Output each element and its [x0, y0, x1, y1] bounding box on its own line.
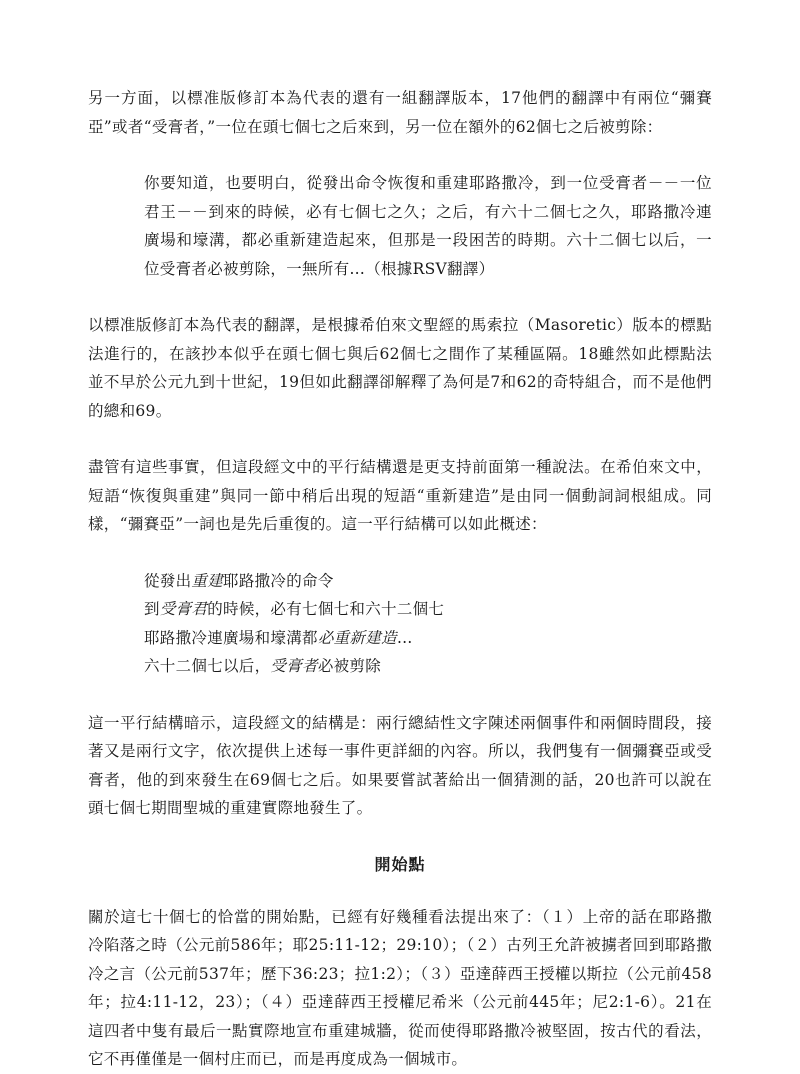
line-4-emphasis: 受膏者 [270, 657, 318, 675]
line-3-text-end: … [396, 628, 413, 647]
parallel-line-1 [144, 567, 712, 596]
line-2-emphasis: 受膏君 [159, 600, 208, 618]
line-1-text: 從發出 [144, 571, 192, 590]
parallel-structure [144, 567, 712, 681]
line-1-emphasis: 重建 [191, 571, 224, 590]
line-2-text-end: 的時候，必有七個七和六十二個七 [207, 600, 445, 618]
section-heading: 開始點 [374, 854, 426, 874]
parallel-line-4 [144, 652, 712, 681]
parallel-line-3 [144, 624, 712, 653]
line-4-text: 六十二個七以后， [144, 657, 271, 675]
parallel-line-2 [144, 595, 712, 624]
paragraph-3: 盡管有這些事實，但這段經文中的平行結構還是更支持前面第一種說法。在希伯來文中，短語“恢復與重建”與同一節中稍后出現的短語“重新建造”是由同一個動詞詞根組成。同樣，“彌賽亞”一詞也是先后重復的。這一平行結構可以如此概述： [88, 458, 712, 533]
paragraph-4: 這一平行結構暗示，這段經文的結構是：兩行總結性文字陳述兩個事件和兩個時間段，接著又是兩行文字，依次提供上述每一事件更詳細的內容。所以，我們隻有一個彌賽亞或受膏者，他的到來發生在69個七之后。如果要嘗試著給出一個猜測的話，20也許可以說在頭七個七期間聖城的重建實際地發生了。 [88, 713, 712, 817]
line-3-emphasis: 必重新建造 [317, 628, 397, 647]
line-3-text: 耶路撒冷連廣場和壕溝都 [144, 628, 318, 647]
paragraph-5: 關於這七十個七的恰當的開始點，已經有好幾種看法提出來了：（１）上帝的話在耶路撒冷陷落之時（公元前586年；耶25:11-12；29:10）；（２）古列王允許被擄者回到耶路撒冷之言（公元前537年；歷下36:23；拉1:2）；（３）亞達薛西王授權以斯拉（公元前458年；拉4:11-12，23）；（４）亞達薛西王授權尼希米（公元前445年；尼2:1-6）。21在這四者中隻有最后一點實際地宣布重建城牆，從而使得耶路撒冷被堅固，按古代的看法，它不再僅僅是一個村庄而已，而是再度成為一個城市。 [88, 907, 712, 1068]
paragraph-2: 以標准版修訂本為代表的翻譯，是根據希伯來文聖經的馬索拉（Masoretic）版本的標點法進行的，在該抄本似乎在頭七個七與后62個七之間作了某種區隔。18雖然如此標點法並不早於公元九到十世紀，19但如此翻譯卻解釋了為何是7和62的奇特組合，而不是他們的總和69。 [88, 316, 712, 420]
quote-text: 你要知道，也要明白，從發出命令恢復和重建耶路撒冷，到一位受膏者－－一位君王－－到來的時候，必有七個七之久；之后，有六十二個七之久，耶路撒冷連廣場和壕溝，都必重新建造起來，但那是一段困苦的時期。六十二個七以后，一位受膏者必被剪除，一無所有…（根據RSV翻譯） [144, 174, 712, 278]
line-1-text-end: 耶路撒冷的命令 [223, 571, 334, 590]
block-quote [144, 169, 712, 283]
document-page [88, 84, 712, 1074]
line-4-text-end: 必被剪除 [317, 657, 382, 675]
line-2-text: 到 [144, 600, 160, 618]
paragraph-1: 另一方面，以標准版修訂本為代表的還有一組翻譯版本，17他們的翻譯中有兩位“彌賽亞”或者“受膏者，”一位在頭七個七之后來到，另一位在額外的62個七之后被剪除： [88, 89, 712, 136]
